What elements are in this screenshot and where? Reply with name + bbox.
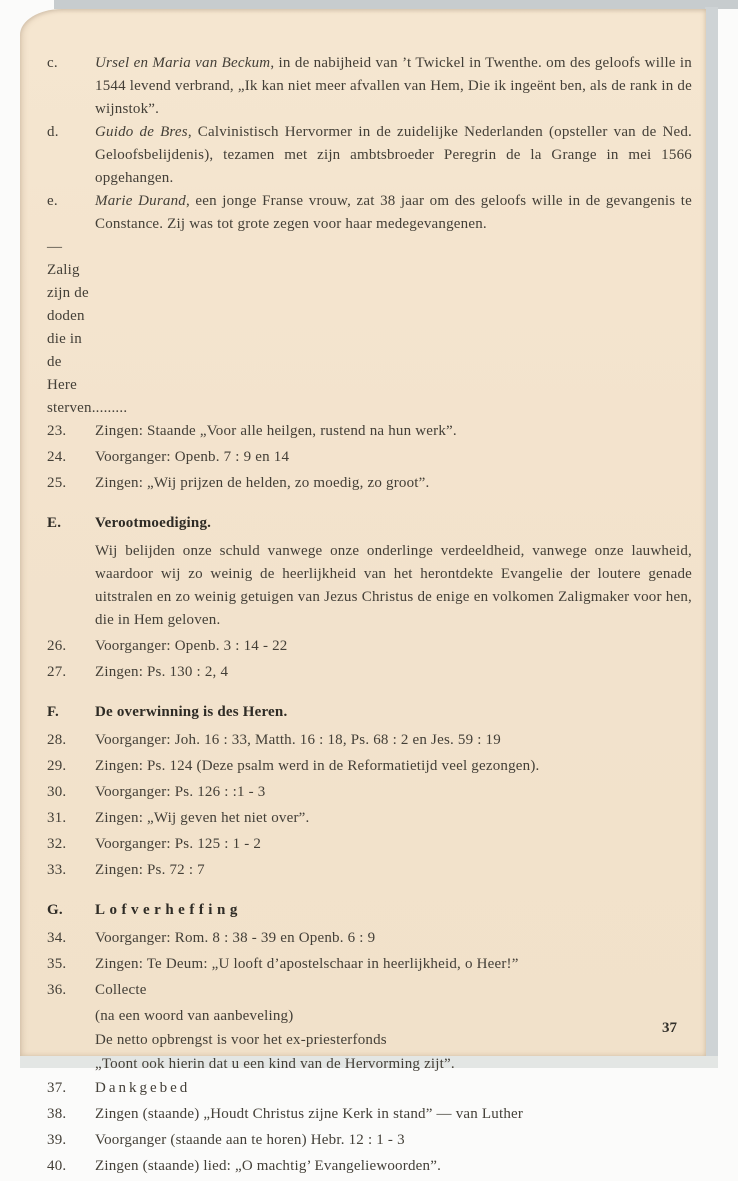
item-body <box>95 52 692 121</box>
item-marker: 26. <box>47 638 67 654</box>
list-item <box>47 121 692 190</box>
marker-spacer <box>47 1029 95 1052</box>
item-text: Voorganger (staande aan te horen) Hebr. 12 : 1 - 3 <box>95 1132 405 1148</box>
list-item <box>47 859 692 882</box>
item-marker: G. <box>47 902 63 918</box>
page-number: 37 <box>662 1020 677 1036</box>
item-body <box>95 190 692 236</box>
item-marker: 30. <box>47 784 67 800</box>
entry-text: , een jonge Franse vrouw, zat 38 jaar om des geloofs wille in de gevangenis te Constance. Zij was tot grote zegen voor haar medegevangenen. <box>95 193 692 232</box>
item-text: Zingen: Staande „Voor alle heilgen, rustend na hun werk”. <box>95 423 457 439</box>
list-item <box>47 190 692 236</box>
item-marker: d. <box>47 124 59 140</box>
item-text: (na een woord van aanbeveling) <box>95 1008 294 1024</box>
item-text: Zingen: Te Deum: „U looft d’apostelschaar in heerlijkheid, o Heer!” <box>95 956 519 972</box>
item-marker: e. <box>47 193 58 209</box>
list-item <box>47 661 692 684</box>
item-text: „Toont ook hierin dat u een kind van de Hervorming zijt”. <box>95 1056 455 1072</box>
item-text: Dankgebed <box>95 1080 191 1096</box>
item-marker: 27. <box>47 664 67 680</box>
list-item <box>47 1103 692 1126</box>
scan-edge-top <box>54 0 738 9</box>
item-marker: E. <box>47 515 62 531</box>
item-marker: 36. <box>47 982 67 998</box>
item-marker: 34. <box>47 930 67 946</box>
item-marker: 39. <box>47 1132 67 1148</box>
continuation-line <box>47 1029 692 1052</box>
item-text: Collecte <box>95 982 147 998</box>
item-text: Zingen: Ps. 124 (Deze psalm werd in de Reformatietijd veel gezongen). <box>95 758 540 774</box>
item-marker: 23. <box>47 423 67 439</box>
item-marker: 40. <box>47 1158 67 1174</box>
continuation-line <box>47 1005 692 1028</box>
em-dash: — <box>47 239 63 255</box>
scanned-page <box>20 9 706 1174</box>
continuation-line <box>47 1053 692 1076</box>
item-text: Voorganger: Ps. 125 : 1 - 2 <box>95 836 262 852</box>
item-text: Voorganger: Ps. 126 : :1 - 3 <box>95 784 266 800</box>
list-item <box>47 1155 692 1178</box>
list-item <box>47 1129 692 1152</box>
entry-name: Guido de Bres <box>95 124 188 140</box>
list-item <box>47 979 692 1002</box>
item-marker: 31. <box>47 810 67 826</box>
entry-text: , in de nabijheid van ’t Twickel in Twenthe. om des geloofs wille in 1544 levend verbrand, „Ik kan niet meer afvallen van Hem, Die ik ingeënt ben, als de rank in de wijnstok”. <box>95 55 692 117</box>
item-marker: F. <box>47 704 59 720</box>
scan-edge-right <box>705 7 718 1060</box>
section-header <box>47 512 692 535</box>
item-marker: 28. <box>47 732 67 748</box>
item-text: Zingen (staande) „Houdt Christus zijne Kerk in stand” — van Luther <box>95 1106 524 1122</box>
item-text: Voorganger: Joh. 16 : 33, Matth. 16 : 18, Ps. 68 : 2 en Jes. 59 : 19 <box>95 732 501 748</box>
list-item <box>47 52 692 121</box>
list-item <box>47 833 692 856</box>
item-body <box>47 239 127 416</box>
item-marker: 24. <box>47 449 67 465</box>
item-marker: 29. <box>47 758 67 774</box>
item-text: Voorganger: Openb. 7 : 9 en 14 <box>95 449 290 465</box>
section-title: Lofverheffing <box>95 902 242 918</box>
item-marker: 33. <box>47 862 67 878</box>
entry-text: , Calvinistisch Hervormer in de zuidelijke Nederlanden (opsteller van de Ned. Geloofsbelijdenis), tezamen met zijn ambtsbroeder Peregrin de la Grange in mei 1566 opgehangen. <box>95 124 692 186</box>
section-title: Verootmoediging. <box>95 515 212 531</box>
list-item <box>47 420 692 443</box>
item-text: Zingen: Ps. 72 : 7 <box>95 862 205 878</box>
list-item <box>47 953 692 976</box>
item-marker: c. <box>47 55 58 71</box>
list-item <box>47 781 692 804</box>
dash-line <box>47 236 128 420</box>
list-item <box>47 755 692 778</box>
item-marker: 32. <box>47 836 67 852</box>
list-item <box>47 472 692 495</box>
marker-spacer <box>47 1053 95 1076</box>
entry-name: Ursel en Maria van Beckum <box>95 55 271 71</box>
list-item <box>47 807 692 830</box>
item-text: Zingen (staande) lied: „O machtig’ Evangeliewoorden”. <box>95 1158 442 1174</box>
item-body <box>95 121 692 190</box>
section-header <box>47 899 692 922</box>
item-marker: 38. <box>47 1106 67 1122</box>
list-item <box>47 635 692 658</box>
item-text: Voorganger: Rom. 8 : 38 - 39 en Openb. 6 : 9 <box>95 930 376 946</box>
item-text: De netto opbrengst is voor het ex-priesterfonds <box>95 1032 387 1048</box>
entry-name: Marie Durand <box>95 193 186 209</box>
item-text: Zingen: „Wij prijzen de helden, zo moedig, zo groot”. <box>95 475 430 491</box>
paragraph: Wij belijden onze schuld vanwege onze onderlinge verdeeldheid, vanwege onze lauwheid, waardoor wij zo weinig de heerlijkheid van het herontdekte Evangelie der loutere genade uitstralen en zo weinig getuigen van Jezus Christus de enige en volkomen Zaligmaker voor hen, die in Hem geloven. <box>95 543 692 628</box>
section-title: De overwinning is des Heren. <box>95 704 288 720</box>
list-item <box>47 729 692 752</box>
item-marker: 37. <box>47 1080 67 1096</box>
item-text: Zingen: Ps. 130 : 2, 4 <box>95 664 229 680</box>
text-block <box>47 52 692 1181</box>
item-text: Zingen: „Wij geven het niet over”. <box>95 810 310 826</box>
list-item <box>47 927 692 950</box>
list-item <box>47 1077 692 1100</box>
marker-spacer <box>47 1005 95 1028</box>
list-item <box>47 446 692 469</box>
section-header <box>47 701 692 724</box>
item-text: Voorganger: Openb. 3 : 14 - 22 <box>95 638 288 654</box>
dash-text: Zalig zijn de doden die in de Here sterven......... <box>47 262 128 416</box>
item-marker: 35. <box>47 956 67 972</box>
item-marker: 25. <box>47 475 67 491</box>
